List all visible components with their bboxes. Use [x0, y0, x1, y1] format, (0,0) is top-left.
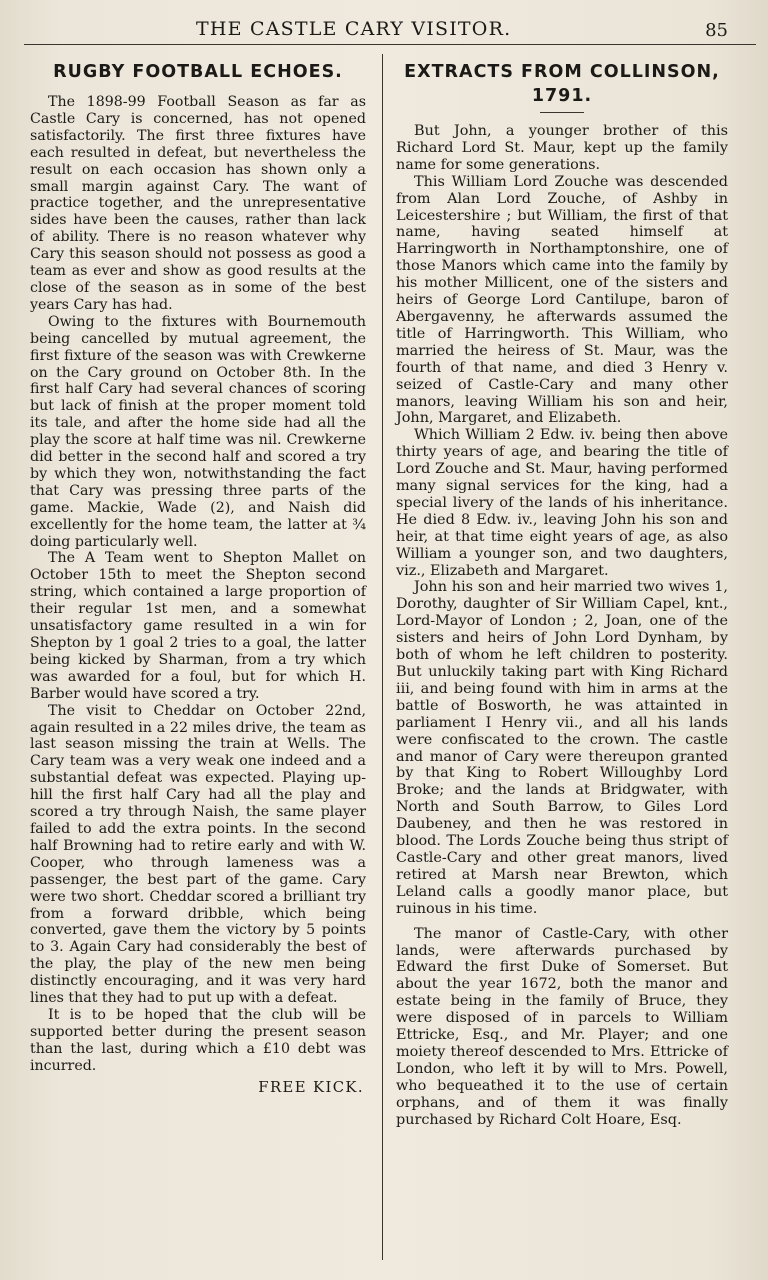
paragraph: The visit to Cheddar on October 22nd, again resulted in a 22 miles drive, the team as last season missing the train at Wells. The Cary team was a very weak one indeed and a substantial defeat was expected. Playing up-hill the first half Cary had all the play and scored a try through Naish, the same player failed to add the extra points. In the second half Browning had to retire early and with W. Cooper, who through lameness was a passenger, the best part of the game. Cary were two short. Cheddar scored a brilliant try from a forward dribble, which being converted, gave them the victory by 5 points to 3. Again Cary had considerably the best of the play, the play of the new men being distinctly encouraging, and it was very hard lines that they had to put up with a defeat. — [30, 702, 366, 1007]
paragraph: The A Team went to Shepton Mallet on October 15th to meet the Shepton second string, which contained a large proportion of their regular 1st men, and a somewhat unsatisfactory game resulted in a win for Shepton by 1 goal 2 tries to a goal, the latter being kicked by Sharman, from a try which was awarded for a foul, but for which H. Barber would have scored a try. — [30, 550, 366, 702]
author-signature: FREE KICK. — [258, 1078, 364, 1096]
publication-title: THE CASTLE CARY VISITOR. — [196, 18, 512, 40]
column-divider — [382, 54, 383, 1260]
article-title-collinson — [396, 60, 728, 108]
left-column — [30, 60, 366, 1096]
running-head — [0, 14, 768, 44]
paragraph: This William Lord Zouche was descended from Alan Lord Zouche, of Ashby in Leicestershire ; but William, the first of that name, having seated himself at Harringworth in Northamptonshire, one of those Manors which came into the family by his mother Millicent, one of the sisters and heirs of George Lord Cantilupe, baron of Abergavenny, he afterwards assumed the title of Harringworth. This William, who married the heiress of St. Maur, was the fourth of that name, and died 3 Henry v. seized of Castle-Cary and many other manors, leaving William his son and heir, John, Margaret, and Elizabeth. — [396, 173, 728, 427]
right-column — [396, 60, 728, 1128]
paragraph: It is to be hoped that the club will be supported better during the present season than the last, during which a £10 debt was incurred. — [30, 1006, 366, 1074]
header-rule — [24, 44, 756, 45]
paragraph: The manor of Castle-Cary, with other lands, were afterwards purchased by Edward the first Duke of Somerset. But about the year 1672, both the manor and estate being in the family of Bruce, they were disposed of in parcels to William Ettricke, Esq., and Mr. Player; and one moiety thereof descended to Mrs. Ettricke of London, who left it by will to Mrs. Powell, who bequeathed it to the use of certain orphans, and of them it was finally purchased by Richard Colt Hoare, Esq. — [396, 925, 728, 1128]
paragraph: Which William 2 Edw. iv. being then above thirty years of age, and bearing the title of Lord Zouche and St. Maur, having performed many signal services for the king, had a special livery of the lands of his inheritance. He died 8 Edw. iv., leaving John his son and heir, at that time eight years of age, as also William a younger son, and two daughters, viz., Elizabeth and Margaret. — [396, 427, 728, 579]
title-line-2: 1791. — [531, 86, 593, 106]
paragraph: The 1898-99 Football Season as far as Castle Cary is concerned, has not opened satisfactorily. The first three fixtures have each resulted in defeat, but nevertheless the result on each occasion has shown only a small margin against Cary. The want of practice together, and the unrepresentative sides have been the causes, rather than lack of ability. There is no reason whatever why Cary this season should not possess as good a team as ever and show as good results at the close of the season as in some of the best years Cary has had. — [30, 94, 366, 313]
paragraph: But John, a younger brother of this Richard Lord St. Maur, kept up the family name for some generations. — [396, 123, 728, 173]
paragraph: John his son and heir married two wives 1, Dorothy, daughter of Sir William Capel, knt., Lord-Mayor of London ; 2, Joan, one of the sisters and heirs of John Lord Dynham, by both of whom he left children to posterity. But unluckily taking part with King Richard iii, and being found with him in arms at the battle of Bosworth, he was attainted in parliament I Henry vii., and all his lands were confiscated to the crown. The castle and manor of Cary were thereupon granted by that King to Robert Willoughby Lord Broke; and the lands at Bridgwater, with North and South Barrow, to Giles Lord Daubeney, and then he was restored in blood. The Lords Zouche being thus stript of Castle-Cary and other great manors, lived retired at Marsh near Brewton, which Leland calls a goodly manor place, but ruinous in his time. — [396, 579, 728, 917]
title-line-1: EXTRACTS FROM COLLINSON, — [404, 62, 720, 82]
page-number: 85 — [705, 20, 728, 41]
article-title-rugby: RUGBY FOOTBALL ECHOES. — [53, 62, 343, 82]
title-underline — [540, 112, 584, 113]
paragraph: Owing to the fixtures with Bournemouth being cancelled by mutual agreement, the first fixture of the season was with Crewkerne on the Cary ground on October 8th. In the first half Cary had several chances of scoring but lack of finish at the proper moment told its tale, and after the home side had all the play the score at half time was nil. Crewkerne did better in the second half and scored a try by which they won, notwithstanding the fact that Cary was pressing three parts of the game. Mackie, Wade (2), and Naish did excellently for the home team, the latter at ¾ doing particularly well. — [30, 313, 366, 550]
